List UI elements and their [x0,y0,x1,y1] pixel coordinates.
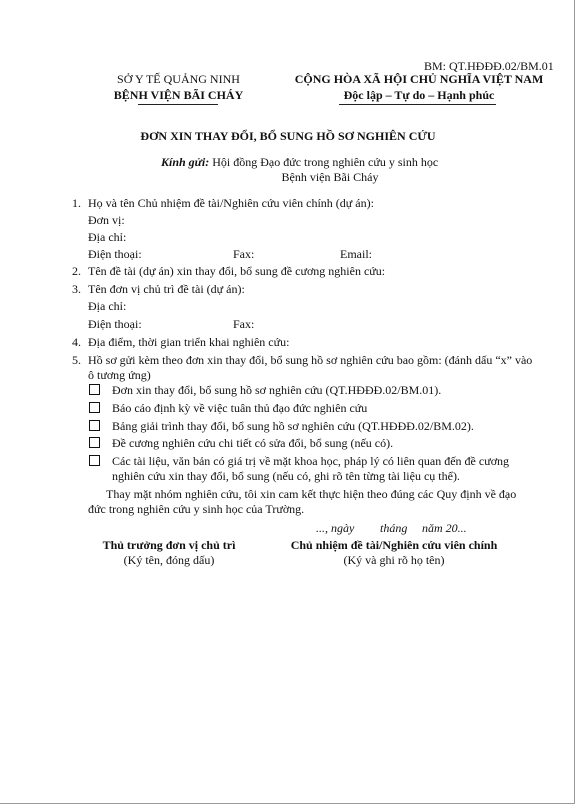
item-3-phone-label: Điện thoại: [88,317,142,331]
item-3-address-label: Địa chỉ: [88,299,127,313]
item-5-text-line-1: Hồ sơ gửi kèm theo đơn xin thay đổi, bổ sung hồ sơ nghiên cứu bao gồm: (đánh dấu “x” vào [88,353,533,367]
item-number: 4. [72,335,81,349]
item-2-text: Tên đề tài (dự án) xin thay đổi, bổ sung đề cương nghiên cứu: [88,264,386,278]
checklist-item-label: Đơn xin thay đổi, bổ sung hồ sơ nghiên cứu (QT.HĐĐĐ.02/BM.01). [112,383,442,397]
motto-underline [339,104,496,105]
item-1-text: Họ và tên Chủ nhiệm đề tài/Nghiên cứu viên chính (dự án): [88,196,374,210]
recipient-label: Kính gửi: [161,155,210,169]
checkbox-revised-protocol[interactable] [89,437,100,448]
item-1-address-label: Địa chỉ: [88,230,127,244]
recipient-name: Hội đồng Đạo đức trong nghiên cứu y sinh học [212,155,439,169]
commitment-line-2: đức trong nghiên cứu y sinh học của Trường. [88,502,305,516]
signature-left-title: Thủ trưởng đơn vị chủ trì [102,538,236,552]
checkbox-change-explanation[interactable] [89,420,100,431]
form-code: BM: QT.HĐĐĐ.02/BM.01 [424,59,554,73]
item-1-phone-label: Điện thoại: [88,247,142,261]
motto: Độc lập – Tự do – Hạnh phúc [343,88,495,102]
checkbox-periodic-report[interactable] [89,402,100,413]
date-month: tháng [380,521,408,535]
commitment-line-1: Thay mặt nhóm nghiên cứu, tôi xin cam kết thực hiện theo đúng các Quy định về đạo [106,487,517,501]
item-number: 3. [72,282,81,296]
checkbox-other-documents[interactable] [89,455,100,466]
org-underline [138,104,218,105]
item-4-text: Địa điểm, thời gian triển khai nghiên cứu: [88,335,290,349]
checklist-item-label-line-1: Các tài liệu, văn bản có giá trị về mặt khoa học, pháp lý có liên quan đến đề cương [112,454,510,468]
signature-left-note: (Ký tên, đóng dấu) [123,553,215,567]
checkbox-application-form[interactable] [89,384,100,395]
date-year: năm 20... [422,521,467,535]
document-title: ĐƠN XIN THAY ĐỔI, BỔ SUNG HỒ SƠ NGHIÊN CỨU [140,129,436,143]
org-name: BỆNH VIỆN BÃI CHÁY [113,88,244,102]
item-5-text-line-2: ô tương ứng) [88,368,151,382]
checklist-item-label: Đề cương nghiên cứu chi tiết có sửa đổi, bổ sung (nếu có). [112,436,394,450]
date-prefix: ..., ngày [316,521,355,535]
recipient-line-1 [161,155,438,169]
org-parent: SỞ Y TẾ QUẢNG NINH [117,72,240,86]
item-1-fax-label: Fax: [233,247,255,261]
signature-right-note: (Ký và ghi rõ họ tên) [343,553,445,567]
item-3-fax-label: Fax: [233,317,255,331]
item-number: 5. [72,353,81,367]
checklist-item-label: Báo cáo định kỳ về việc tuân thủ đạo đức nghiên cứu [112,401,368,415]
country-name: CỘNG HÒA XÃ HỘI CHỦ NGHĨA VIỆT NAM [294,72,544,86]
signature-right-title: Chủ nhiệm đề tài/Nghiên cứu viên chính [290,538,498,552]
checklist-item-label: Bảng giải trình thay đổi, bổ sung hồ sơ nghiên cứu (QT.HĐĐĐ.02/BM.02). [112,419,474,433]
item-1-unit-label: Đơn vị: [88,213,125,227]
item-number: 2. [72,264,81,278]
checklist-item-label-line-2: nghiên cứu xin thay đổi, bổ sung (nếu có, ghi rõ tên từng tài liệu cụ thể). [112,469,460,483]
item-1-email-label: Email: [340,247,372,261]
recipient-line-2: Bệnh viện Bãi Cháy [281,170,379,184]
item-3-text: Tên đơn vị chủ trì đề tài (dự án): [88,282,245,296]
item-number: 1. [72,196,81,210]
